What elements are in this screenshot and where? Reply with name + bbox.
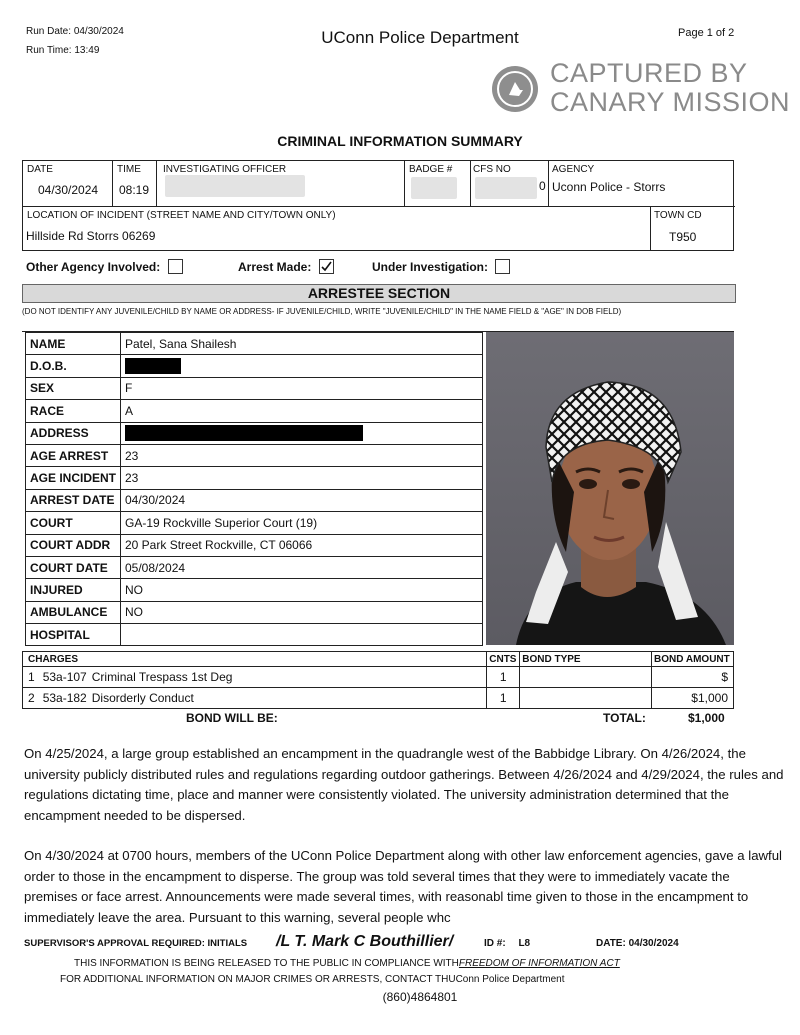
arrestee-field-value: 20 Park Street Rockville, CT 06066 <box>121 534 483 556</box>
watermark-line1: CAPTURED BY <box>550 58 748 88</box>
arrestee-row <box>26 512 483 534</box>
arrestee-field-label: AGE INCIDENT <box>26 467 121 489</box>
agency-cell <box>549 161 735 206</box>
date-cell <box>23 161 113 206</box>
other-agency-field <box>26 258 183 276</box>
arrestee-photo <box>486 332 734 645</box>
arrest-made-checkbox[interactable] <box>319 259 334 274</box>
arrestee-row <box>26 534 483 556</box>
arrestee-row <box>26 579 483 601</box>
town-cd-label: TOWN CD <box>654 210 702 221</box>
arrest-made-field <box>238 258 334 276</box>
arrestee-field-value: GA-19 Rockville Superior Court (19) <box>121 512 483 534</box>
arrestee-field-label: COURT DATE <box>26 556 121 578</box>
department-title: UConn Police Department <box>321 28 519 47</box>
agency-value: Uconn Police - Storrs <box>552 180 666 194</box>
charge-description <box>23 688 487 709</box>
arrestee-field-value: F <box>121 377 483 399</box>
approval-date <box>596 938 679 949</box>
date-label: DATE <box>27 164 53 175</box>
arrestee-field-value: A <box>121 400 483 422</box>
charge-number: 2 <box>28 691 35 705</box>
dob-redaction <box>125 358 181 374</box>
arrestee-row <box>26 444 483 466</box>
run-time-label: Run Time: <box>26 45 72 56</box>
total-value: $1,000 <box>688 711 725 725</box>
run-time-value: 13:49 <box>74 45 100 56</box>
badge-cell <box>405 161 471 206</box>
arrestee-row <box>26 333 483 355</box>
charge-bond-amount: $1,000 <box>652 688 734 709</box>
officer-label: INVESTIGATING OFFICER <box>163 164 287 175</box>
charge-row <box>23 667 734 688</box>
under-investigation-checkbox[interactable] <box>495 259 510 274</box>
arrestee-field-value <box>121 624 483 646</box>
investigating-officer-cell <box>157 161 405 206</box>
arrestee-field-label: ADDRESS <box>26 422 121 444</box>
badge-redaction <box>411 177 457 199</box>
other-agency-checkbox[interactable] <box>168 259 183 274</box>
arrestee-field-label: D.O.B. <box>26 355 121 377</box>
foia-act-link: FREEDOM OF INFORMATION ACT <box>458 958 620 969</box>
supervisor-id <box>484 938 530 949</box>
charges-table <box>22 651 734 709</box>
arrestee-field-label: COURT ADDR <box>26 534 121 556</box>
location-cell <box>23 207 651 251</box>
other-agency-label: Other Agency Involved: <box>26 260 161 274</box>
total-label: TOTAL: <box>603 711 646 725</box>
bond-type-header: BOND TYPE <box>520 652 652 667</box>
time-cell <box>113 161 157 206</box>
location-value: Hillside Rd Storrs 06269 <box>26 229 156 243</box>
charge-code: 53a-182 <box>42 691 87 705</box>
arrestee-field-value: 23 <box>121 444 483 466</box>
canary-mission-watermark <box>492 58 792 120</box>
arrestee-field-label: RACE <box>26 400 121 422</box>
arrestee-field-value: Patel, Sana Shailesh <box>121 333 483 355</box>
charge-description <box>23 667 487 688</box>
cfs-suffix: 0 <box>539 179 546 193</box>
arrestee-field-label: ARREST DATE <box>26 489 121 511</box>
cfs-label: CFS NO <box>473 164 511 175</box>
arrestee-field-value: 04/30/2024 <box>121 489 483 511</box>
charges-header: CHARGES <box>23 652 487 667</box>
page-number: Page 1 of 2 <box>678 27 735 39</box>
charge-counts: 1 <box>487 667 520 688</box>
cnts-header: CNTS <box>487 652 520 667</box>
charge-text: Criminal Trespass 1st Deg <box>91 670 233 684</box>
arrestee-field-value <box>121 422 483 444</box>
checkmark-icon <box>319 259 334 274</box>
under-investigation-label: Under Investigation: <box>372 260 489 274</box>
bond-will-be-label: BOND WILL BE: <box>186 711 278 725</box>
cfs-redaction <box>475 177 537 199</box>
arrestee-field-label: INJURED <box>26 579 121 601</box>
bird-logo-icon <box>492 66 538 112</box>
arrestee-row <box>26 624 483 646</box>
charge-bond-amount: $ <box>652 667 734 688</box>
arrestee-field-label: HOSPITAL <box>26 624 121 646</box>
town-cd-value: T950 <box>669 230 697 244</box>
arrestee-field-label: COURT <box>26 512 121 534</box>
id-value: L8 <box>518 938 531 949</box>
time-value: 08:19 <box>119 183 150 197</box>
location-label: LOCATION OF INCIDENT (STREET NAME AND CITY/TOWN ONLY) <box>27 210 336 221</box>
approval-date-label: DATE: <box>596 938 626 949</box>
narrative-paragraph-2: On 4/30/2024 at 0700 hours, members of the UConn Police Department along with other law enforcement agencies, gave a lawful order to those in the encampment to disperse. The group was told several times that they were to immediately vacate the premises or face arrest. Announcements were made several times, with reasonabl time given to those in the encampment to immediately leave the area. Pursuant to this warning, several people whc <box>24 848 782 925</box>
charge-counts: 1 <box>487 688 520 709</box>
arrest-made-label: Arrest Made: <box>238 260 312 274</box>
incident-info-box <box>22 160 734 251</box>
arrestee-field-value: 23 <box>121 467 483 489</box>
arrestee-row <box>26 489 483 511</box>
juvenile-note: (DO NOT IDENTIFY ANY JUVENILE/CHILD BY NAME OR ADDRESS- IF JUVENILE/CHILD, WRITE "JUVENILE/CHILD" IN THE NAME FIELD & "AGE" IN DOB FIELD) <box>22 307 622 316</box>
charge-row <box>23 688 734 709</box>
form-title: CRIMINAL INFORMATION SUMMARY <box>277 133 523 149</box>
watermark-line2: CANARY MISSION <box>550 87 791 117</box>
under-investigation-field <box>372 258 510 276</box>
arrestee-row <box>26 601 483 623</box>
narrative <box>24 744 784 948</box>
id-label: ID #: <box>484 938 506 949</box>
time-label: TIME <box>117 164 141 175</box>
foia-notice <box>74 958 620 969</box>
approval-date-value: 04/30/2024 <box>628 938 679 949</box>
arrestee-row <box>26 355 483 377</box>
arrestee-field-label: AGE ARREST <box>26 444 121 466</box>
cfs-cell <box>471 161 549 206</box>
arrestee-field-label: AMBULANCE <box>26 601 121 623</box>
arrestee-row <box>26 400 483 422</box>
charge-code: 53a-107 <box>42 670 87 684</box>
arrestee-section-header: ARRESTEE SECTION <box>22 284 736 303</box>
supervisor-signature: /L T. Mark C Bouthillier/ <box>276 933 454 950</box>
charge-bond-type <box>520 667 652 688</box>
arrestee-table <box>25 332 483 646</box>
contact-notice: FOR ADDITIONAL INFORMATION ON MAJOR CRIMES OR ARRESTS, CONTACT THUConn Police Department <box>60 974 565 985</box>
narrative-paragraph-1: On 4/25/2024, a large group established an encampment in the quadrangle west of the Babbidge Library. On 4/26/2024, the university publicly distributed rules and regulations regarding outdoor gatherings. Between 4/26/2024 and 4/29/2024, the rules and regulations dictating time, place and manner were consistently violated. The university administration determined that the encampment needed to be dispersed. <box>24 746 784 823</box>
run-date-label: Run Date: <box>26 26 72 37</box>
arrestee-field-value <box>121 355 483 377</box>
arrestee-field-value: NO <box>121 601 483 623</box>
supervisor-approval-label: SUPERVISOR'S APPROVAL REQUIRED: INITIALS <box>24 938 248 949</box>
arrestee-row <box>26 377 483 399</box>
town-cd-cell <box>651 207 735 251</box>
arrestee-field-label: NAME <box>26 333 121 355</box>
officer-redaction <box>165 175 305 197</box>
arrestee-field-label: SEX <box>26 377 121 399</box>
charge-text: Disorderly Conduct <box>91 691 194 705</box>
agency-label: AGENCY <box>552 164 595 175</box>
arrestee-row <box>26 556 483 578</box>
arrestee-row <box>26 467 483 489</box>
foia-notice-text: THIS INFORMATION IS BEING RELEASED TO THE PUBLIC IN COMPLIANCE WITH <box>74 958 459 969</box>
arrestee-field-value: 05/08/2024 <box>121 556 483 578</box>
arrestee-row <box>26 422 483 444</box>
bond-amount-header: BOND AMOUNT <box>652 652 734 667</box>
charge-bond-type <box>520 688 652 709</box>
arrestee-field-value: NO <box>121 579 483 601</box>
date-value: 04/30/2024 <box>38 183 99 197</box>
charge-number: 1 <box>28 670 35 684</box>
contact-phone: (860)4864801 <box>382 990 458 1004</box>
run-date-value: 04/30/2024 <box>73 26 124 37</box>
address-redaction <box>125 425 363 441</box>
badge-label: BADGE # <box>409 164 453 175</box>
